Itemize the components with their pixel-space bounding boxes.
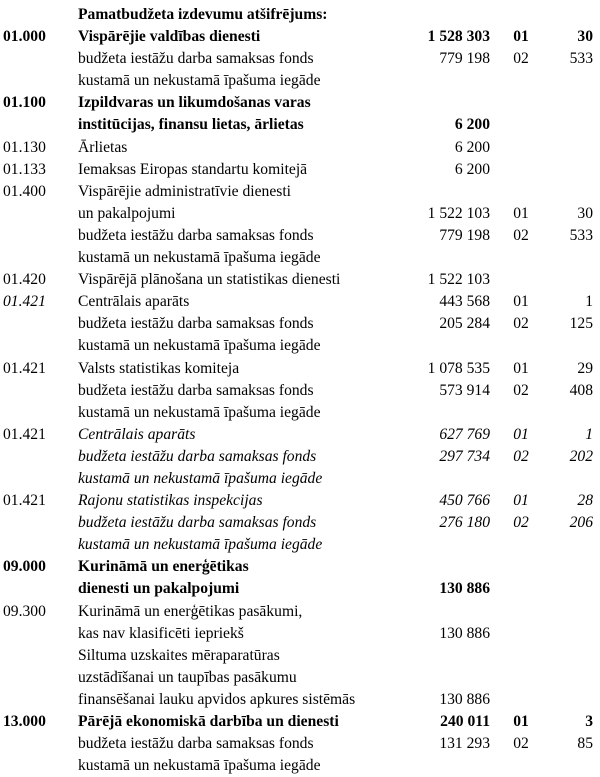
row-amount: 443 568: [439, 293, 490, 311]
row-description: kustamā un nekustamā īpašuma iegāde: [78, 403, 321, 421]
table-row: [0, 247, 600, 269]
row-description: Kurināmā un enerģētikas pasākumi,: [78, 602, 303, 620]
row-description: Kurināmā un enerģētikas: [78, 558, 249, 576]
row-code-column-1: 02: [513, 514, 529, 532]
table-row: [0, 159, 600, 181]
table-row: [0, 623, 600, 645]
budget-table: [0, 4, 600, 777]
row-code-column-1: 01: [513, 425, 529, 443]
table-row: [0, 578, 600, 600]
row-amount: 297 734: [439, 447, 490, 465]
row-code-column-2: 28: [577, 492, 593, 510]
row-description: kas nav klasificēti iepriekš: [78, 624, 244, 642]
row-code-column-1: 01: [513, 28, 529, 46]
row-code-column-1: 02: [513, 50, 529, 68]
row-amount: 6 200: [454, 138, 490, 156]
table-row: [0, 601, 600, 623]
row-description: uzstādīšanai un taupības pasākumu: [78, 668, 297, 686]
row-amount: 779 198: [439, 50, 490, 68]
row-code-column-2: 85: [577, 735, 593, 753]
row-description: kustamā un nekustamā īpašuma iegāde: [78, 536, 323, 554]
row-description: finansēšanai lauku apvidos apkures sistēmās: [78, 690, 356, 708]
row-code-column-1: 01: [513, 492, 529, 510]
row-code-column-1: 02: [513, 315, 529, 333]
table-row: [0, 225, 600, 247]
row-code-column-1: 02: [513, 735, 529, 753]
table-row: [0, 181, 600, 203]
row-code-column-1: 01: [513, 293, 529, 311]
row-description: kustamā un nekustamā īpašuma iegāde: [78, 469, 323, 487]
table-row: [0, 755, 600, 777]
row-amount: 130 886: [439, 624, 490, 642]
row-description: Centrālais aparāts: [78, 293, 190, 311]
row-code: 09.000: [3, 558, 46, 576]
table-row: [0, 335, 600, 357]
table-row: [0, 424, 600, 446]
row-amount: 205 284: [439, 315, 490, 333]
row-description: Valsts statistikas komiteja: [78, 359, 240, 377]
table-row: [0, 48, 600, 70]
row-code-column-2: 533: [569, 226, 593, 244]
table-row: [0, 468, 600, 490]
row-code-column-2: 29: [577, 359, 593, 377]
row-description: Pamatbudžeta izdevumu atšifrējums:: [78, 6, 328, 23]
row-code: 01.420: [3, 271, 46, 289]
table-row: [0, 402, 600, 424]
row-description: budžeta iestāžu darba samaksas fonds: [78, 226, 314, 244]
table-row: [0, 733, 600, 755]
table-row: [0, 269, 600, 291]
table-row: [0, 490, 600, 512]
row-description: Vispārējā plānošana un statistikas dienesti: [78, 271, 341, 289]
row-code: 01.400: [3, 182, 46, 200]
row-description: budžeta iestāžu darba samaksas fonds: [78, 381, 314, 399]
row-amount: 1 522 103: [427, 204, 490, 222]
row-amount: 240 011: [440, 713, 490, 730]
row-code-column-2: 533: [569, 50, 593, 68]
row-description: Vispārējie administratīvie dienesti: [78, 182, 291, 200]
row-description: Siltuma uzskaites mēraparatūras: [78, 646, 280, 664]
row-code-column-2: 125: [569, 315, 593, 333]
row-description: budžeta iestāžu darba samaksas fonds: [78, 514, 317, 532]
table-row: [0, 26, 600, 48]
row-amount: 276 180: [439, 514, 490, 532]
row-code-column-2: 206: [569, 514, 593, 532]
row-code-column-1: 02: [513, 226, 529, 244]
row-code: 01.421: [3, 492, 46, 510]
table-row: [0, 313, 600, 335]
row-code: 01.000: [3, 28, 46, 46]
table-row: [0, 291, 600, 313]
table-row: [0, 92, 600, 114]
row-code-column-2: 202: [569, 447, 593, 465]
row-description: Iemaksas Eiropas standartu komitejā: [78, 160, 308, 178]
row-amount: 627 769: [439, 425, 490, 443]
row-amount: 6 200: [454, 116, 490, 134]
row-code: 01.421: [3, 293, 46, 311]
row-description: budžeta iestāžu darba samaksas fonds: [78, 735, 314, 753]
table-row: [0, 534, 600, 556]
row-amount: 131 293: [439, 735, 490, 753]
row-description: budžeta iestāžu darba samaksas fonds: [78, 50, 314, 68]
table-row: [0, 556, 600, 578]
row-code-column-1: 01: [513, 713, 529, 730]
row-code: 01.133: [3, 160, 46, 178]
row-amount: 573 914: [439, 381, 490, 399]
table-row: [0, 512, 600, 534]
table-row: [0, 114, 600, 136]
table-row: [0, 358, 600, 380]
row-amount: 779 198: [439, 226, 490, 244]
row-code: 01.130: [3, 138, 46, 156]
table-row: [0, 4, 600, 26]
row-code: 01.100: [3, 94, 46, 112]
table-row: [0, 137, 600, 159]
row-description: Pārējā ekonomiskā darbība un dienesti: [78, 713, 339, 730]
row-code: 13.000: [3, 713, 46, 730]
table-row: [0, 689, 600, 711]
row-code: 01.421: [3, 359, 46, 377]
row-code-column-2: 30: [577, 28, 593, 46]
row-code-column-1: 01: [513, 359, 529, 377]
row-description: kustamā un nekustamā īpašuma iegāde: [78, 249, 321, 267]
row-description: Izpildvaras un likumdošanas varas: [78, 94, 311, 112]
table-row: [0, 203, 600, 225]
row-amount: 130 886: [439, 690, 490, 708]
row-description: institūcijas, finansu lietas, ārlietas: [78, 116, 304, 134]
row-description: Vispārējie valdības dienesti: [78, 28, 261, 46]
row-code-column-1: 02: [513, 381, 529, 399]
row-code-column-2: 3: [585, 713, 593, 730]
row-code-column-2: 1: [585, 425, 593, 443]
row-description: Rajonu statistikas inspekcijas: [78, 492, 263, 510]
row-description: Centrālais aparāts: [78, 425, 196, 443]
table-row: [0, 645, 600, 667]
row-code-column-1: 01: [513, 204, 529, 222]
row-amount: 130 886: [439, 580, 490, 598]
table-row: [0, 70, 600, 92]
row-amount: 450 766: [439, 492, 490, 510]
table-row: [0, 711, 600, 733]
row-amount: 6 200: [454, 160, 490, 178]
table-row: [0, 446, 600, 468]
row-description: un pakalpojumi: [78, 204, 176, 222]
row-code-column-1: 02: [513, 447, 529, 465]
row-description: kustamā un nekustamā īpašuma iegāde: [78, 757, 321, 775]
row-description: Ārlietas: [78, 138, 128, 156]
row-amount: 1 528 303: [427, 28, 490, 46]
table-row: [0, 380, 600, 402]
row-amount: 1 522 103: [427, 271, 490, 289]
row-code-column-2: 408: [569, 381, 593, 399]
row-description: dienesti un pakalpojumi: [78, 580, 240, 598]
row-description: kustamā un nekustamā īpašuma iegāde: [78, 72, 321, 90]
row-description: budžeta iestāžu darba samaksas fonds: [78, 315, 314, 333]
row-code-column-2: 1: [585, 293, 593, 311]
row-code: 01.421: [3, 425, 46, 443]
row-description: budžeta iestāžu darba samaksas fonds: [78, 447, 317, 465]
row-code: 09.300: [3, 602, 46, 620]
row-code-column-2: 30: [577, 204, 593, 222]
table-row: [0, 667, 600, 689]
row-description: kustamā un nekustamā īpašuma iegāde: [78, 337, 321, 355]
row-amount: 1 078 535: [427, 359, 490, 377]
